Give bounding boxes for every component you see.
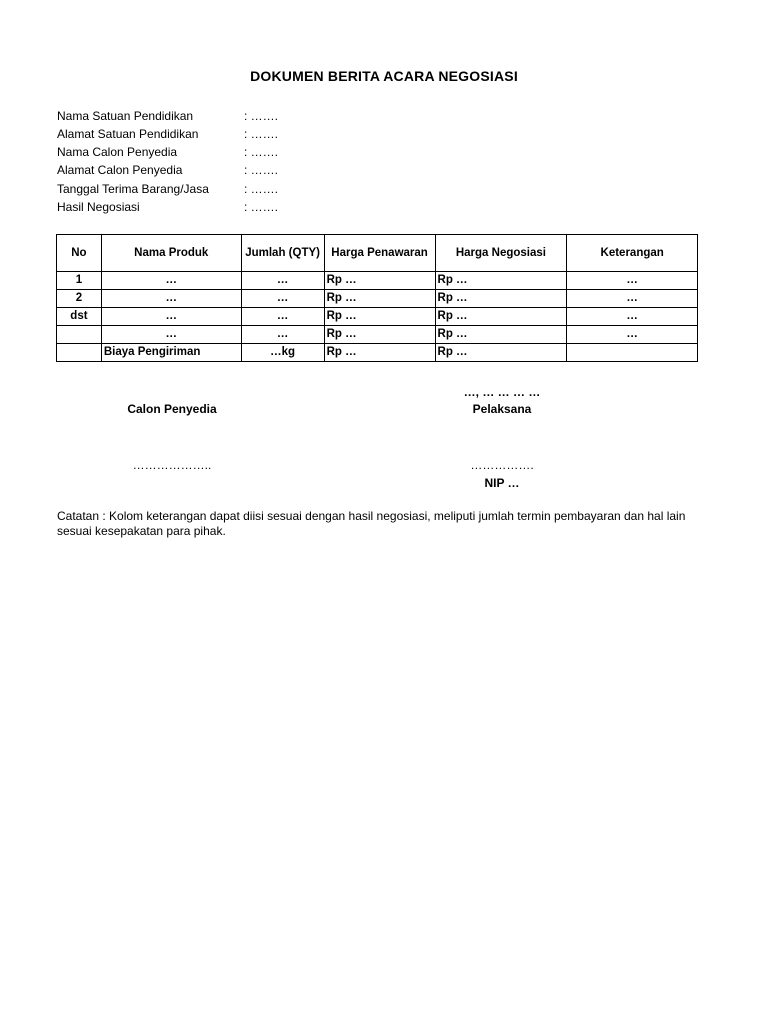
field-value: : …….: [244, 163, 279, 177]
signer-right-nip: NIP …: [484, 476, 520, 490]
cell-harga-penawaran: Rp …: [324, 272, 435, 290]
cell-harga-penawaran: Rp …: [324, 326, 435, 344]
table-row: [57, 326, 698, 344]
field-nama-satuan-pendidikan: [57, 107, 278, 125]
field-label: Tanggal Terima Barang/Jasa: [57, 182, 209, 196]
signer-left-title: Calon Penyedia: [127, 402, 217, 416]
header-harga-negosiasi: Harga Negosiasi: [435, 235, 567, 272]
field-label: Nama Calon Penyedia: [57, 145, 178, 159]
cell-harga-penawaran: Rp …: [324, 290, 435, 308]
signer-left-name: ………………..: [132, 458, 212, 472]
cell-no: [57, 344, 102, 362]
header-harga-penawaran: Harga Penawaran: [324, 235, 435, 272]
field-alamat-satuan-pendidikan: [57, 125, 278, 143]
cell-harga-negosiasi: Rp …: [435, 308, 567, 326]
cell-jumlah: …: [241, 272, 324, 290]
cell-keterangan: …: [567, 290, 698, 308]
document-title: DOKUMEN BERITA ACARA NEGOSIASI: [250, 68, 518, 84]
negotiation-table: [56, 234, 698, 362]
field-value: : …….: [244, 145, 279, 159]
field-tanggal-terima: [57, 180, 278, 198]
field-value: : …….: [244, 109, 279, 123]
cell-jumlah: …: [241, 326, 324, 344]
field-label: Nama Satuan Pendidikan: [57, 109, 194, 123]
field-label: Alamat Calon Penyedia: [57, 163, 183, 177]
cell-no: dst: [57, 308, 102, 326]
table-row: [57, 272, 698, 290]
field-value: : …….: [244, 182, 279, 196]
cell-harga-negosiasi: Rp …: [435, 326, 567, 344]
header-jumlah-qty: Jumlah (QTY): [241, 235, 324, 272]
cell-harga-negosiasi: Rp …: [435, 290, 567, 308]
cell-harga-penawaran: Rp …: [324, 308, 435, 326]
cell-harga-negosiasi: Rp …: [435, 344, 567, 362]
cell-nama-produk: …: [101, 308, 241, 326]
field-value: : …….: [244, 200, 279, 214]
field-hasil-negosiasi: [57, 198, 278, 216]
cell-nama-produk: …: [101, 272, 241, 290]
cell-keterangan: …: [567, 272, 698, 290]
field-value: : …….: [244, 127, 279, 141]
cell-nama-produk: …: [101, 326, 241, 344]
cell-no: [57, 326, 102, 344]
table-header-row: [57, 235, 698, 272]
signer-right-title: Pelaksana: [472, 402, 532, 416]
note-text: Catatan : Kolom keterangan dapat diisi sesuai dengan hasil negosiasi, meliputi jumlah termin pembayaran dan hal lain sesuai kesepakatan para pihak.: [57, 509, 686, 538]
cell-harga-negosiasi: Rp …: [435, 272, 567, 290]
cell-nama-produk: …: [101, 290, 241, 308]
cell-keterangan: …: [567, 326, 698, 344]
header-nama-produk: Nama Produk: [101, 235, 241, 272]
cell-keterangan: [567, 344, 698, 362]
field-label: Hasil Negosiasi: [57, 200, 140, 214]
cell-jumlah: …: [241, 290, 324, 308]
cell-keterangan: …: [567, 308, 698, 326]
place-date: …, … … … …: [463, 385, 541, 399]
field-nama-calon-penyedia: [57, 143, 278, 161]
header-keterangan: Keterangan: [567, 235, 698, 272]
signer-right-name: …………….: [470, 458, 534, 472]
table-row: [57, 290, 698, 308]
table-row: [57, 308, 698, 326]
cell-no: 2: [57, 290, 102, 308]
cell-jumlah: …kg: [241, 344, 324, 362]
cell-nama-produk: Biaya Pengiriman: [101, 344, 241, 362]
cell-no: 1: [57, 272, 102, 290]
table-row-shipping: [57, 344, 698, 362]
cell-harga-penawaran: Rp …: [324, 344, 435, 362]
field-alamat-calon-penyedia: [57, 161, 278, 179]
cell-jumlah: …: [241, 308, 324, 326]
field-label: Alamat Satuan Pendidikan: [57, 127, 199, 141]
header-no: No: [57, 235, 102, 272]
